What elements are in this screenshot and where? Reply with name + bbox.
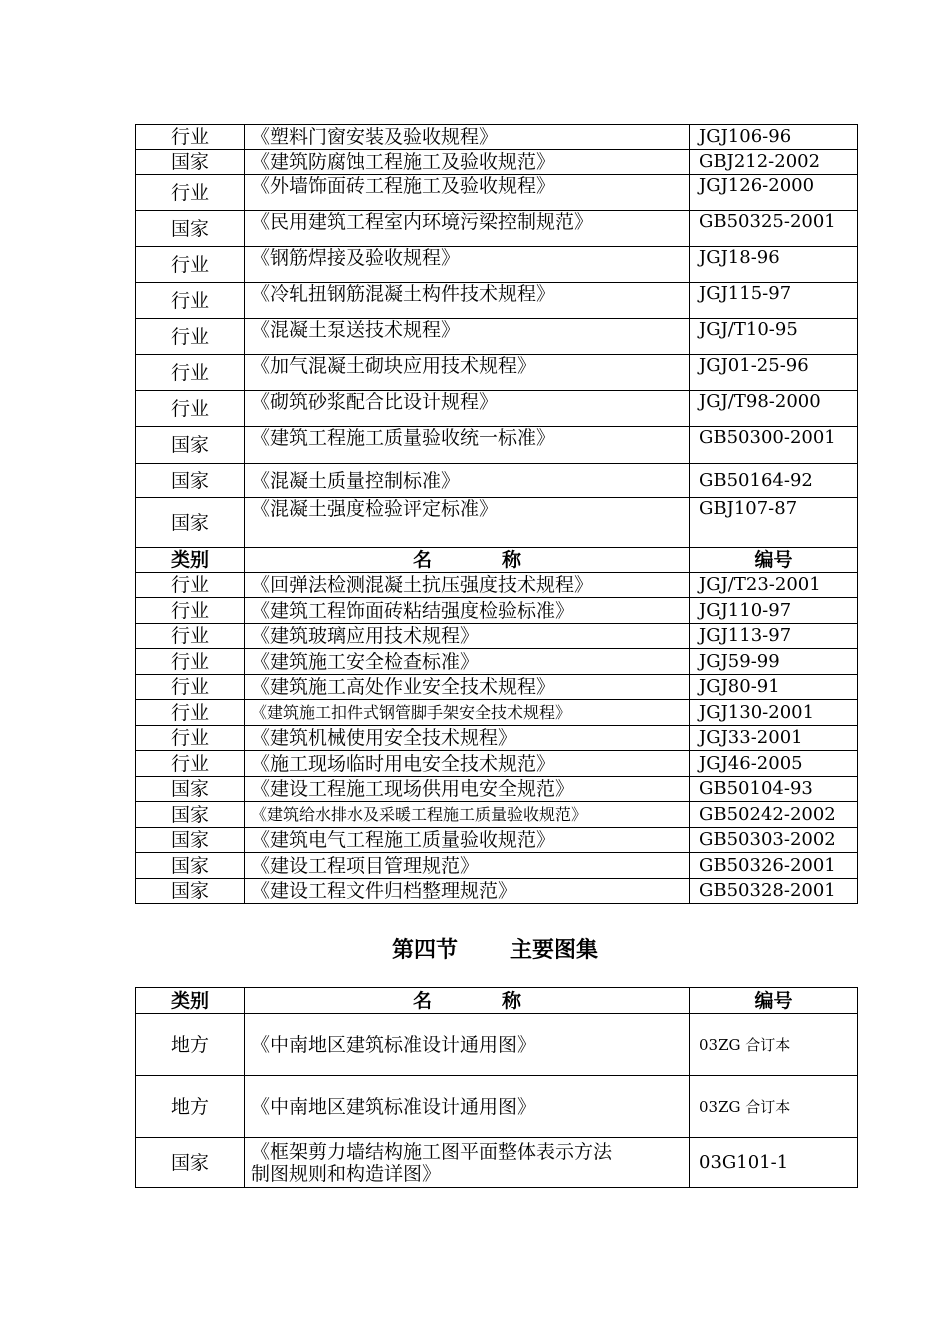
category-cell: 行业 xyxy=(136,598,245,624)
category-cell: 国家 xyxy=(136,879,245,904)
category-cell: 国家 xyxy=(136,1138,245,1188)
name-cell: 《冷轧扭钢筋混凝土构件技术规程》 xyxy=(245,283,690,319)
section-number: 第四节 xyxy=(391,938,458,963)
category-cell: 国家 xyxy=(136,777,245,802)
table-row xyxy=(136,150,858,175)
header-name: 名 称 xyxy=(245,548,690,573)
category-cell: 地方 xyxy=(136,1014,245,1076)
category-cell: 国家 xyxy=(136,828,245,853)
code-cell: JGJ59-99 xyxy=(690,649,858,675)
code-cell: GB50328-2001 xyxy=(690,879,858,904)
name-cell: 《中南地区建筑标准设计通用图》 xyxy=(245,1014,690,1076)
name-cell: 《建筑玻璃应用技术规程》 xyxy=(245,624,690,649)
table-row xyxy=(136,624,858,649)
code-cell: JGJ115-97 xyxy=(690,283,858,319)
table-row xyxy=(136,319,858,355)
code-cell: JGJ80-91 xyxy=(690,675,858,700)
category-cell: 国家 xyxy=(136,498,245,548)
code-cell: GB50326-2001 xyxy=(690,853,858,879)
category-cell: 国家 xyxy=(136,853,245,879)
table-row xyxy=(136,1014,858,1076)
table-row xyxy=(136,751,858,777)
category-cell: 国家 xyxy=(136,464,245,498)
table-row xyxy=(136,247,858,283)
code-cell: JGJ/T98-2000 xyxy=(690,391,858,427)
code-cell: 03ZG 合订本 xyxy=(690,1076,858,1138)
category-cell: 行业 xyxy=(136,283,245,319)
code-cell: GB50242-2002 xyxy=(690,802,858,828)
code-cell: GB50164-92 xyxy=(690,464,858,498)
category-cell: 行业 xyxy=(136,675,245,700)
name-cell: 《混凝土泵送技术规程》 xyxy=(245,319,690,355)
name-cell: 《建筑工程饰面砖粘结强度检验标准》 xyxy=(245,598,690,624)
name-cell: 《建筑防腐蚀工程施工及验收规范》 xyxy=(245,150,690,175)
name-cell: 《混凝土强度检验评定标准》 xyxy=(245,498,690,548)
code-cell: JGJ01-25-96 xyxy=(690,355,858,391)
name-cell: 《混凝土质量控制标准》 xyxy=(245,464,690,498)
table-row xyxy=(136,700,858,726)
code-cell: JGJ46-2005 xyxy=(690,751,858,777)
category-cell: 地方 xyxy=(136,1076,245,1138)
table-row xyxy=(136,283,858,319)
code-cell: GBJ212-2002 xyxy=(690,150,858,175)
code-cell: JGJ33-2001 xyxy=(690,726,858,751)
category-cell: 行业 xyxy=(136,700,245,726)
table-row xyxy=(136,802,858,828)
header-code: 编号 xyxy=(690,988,858,1014)
code-cell: 03G101-1 xyxy=(690,1138,858,1188)
table-row xyxy=(136,598,858,624)
table-row xyxy=(136,573,858,598)
code-cell: GBJ107-87 xyxy=(690,498,858,548)
category-cell: 国家 xyxy=(136,211,245,247)
table-row xyxy=(136,675,858,700)
name-line-1: 《框架剪力墙结构施工图平面整体表示方法 xyxy=(251,1140,613,1163)
name-cell: 《中南地区建筑标准设计通用图》 xyxy=(245,1076,690,1138)
category-cell: 行业 xyxy=(136,751,245,777)
standards-table xyxy=(135,124,858,904)
header-code: 编号 xyxy=(690,548,858,573)
category-cell: 行业 xyxy=(136,247,245,283)
category-cell: 行业 xyxy=(136,125,245,150)
name-cell: 《建筑机械使用安全技术规程》 xyxy=(245,726,690,751)
category-cell: 行业 xyxy=(136,355,245,391)
code-cell: JGJ110-97 xyxy=(690,598,858,624)
name-cell: 《回弹法检测混凝土抗压强度技术规程》 xyxy=(245,573,690,598)
table-row xyxy=(136,125,858,150)
table-row xyxy=(136,828,858,853)
table-row xyxy=(136,853,858,879)
name-cell: 《建设工程文件归档整理规范》 xyxy=(245,879,690,904)
code-cell: JGJ/T23-2001 xyxy=(690,573,858,598)
category-cell: 国家 xyxy=(136,802,245,828)
table-row xyxy=(136,726,858,751)
name-line-2: 制图规则和构造详图》 xyxy=(251,1162,442,1185)
table-row xyxy=(136,879,858,904)
category-cell: 行业 xyxy=(136,391,245,427)
table-row xyxy=(136,355,858,391)
category-cell: 国家 xyxy=(136,150,245,175)
name-cell: 《施工现场临时用电安全技术规范》 xyxy=(245,751,690,777)
name-cell: 《加气混凝土砌块应用技术规程》 xyxy=(245,355,690,391)
section-title: 主要图集 xyxy=(510,938,599,963)
code-cell: JGJ106-96 xyxy=(690,125,858,150)
name-cell: 《建筑给水排水及采暖工程施工质量验收规范》 xyxy=(245,802,690,828)
code-cell: GB50104-93 xyxy=(690,777,858,802)
header-name: 名 称 xyxy=(245,988,690,1014)
name-cell: 《民用建筑工程室内环境污梁控制规范》 xyxy=(245,211,690,247)
code-cell: 03ZG 合订本 xyxy=(690,1014,858,1076)
category-cell: 行业 xyxy=(136,624,245,649)
header-category: 类别 xyxy=(136,988,245,1014)
name-cell: 《钢筋焊接及验收规程》 xyxy=(245,247,690,283)
table-row xyxy=(136,211,858,247)
code-cell: JGJ113-97 xyxy=(690,624,858,649)
category-cell: 行业 xyxy=(136,175,245,211)
name-cell: 《砌筑砂浆配合比设计规程》 xyxy=(245,391,690,427)
table-row xyxy=(136,391,858,427)
category-cell: 行业 xyxy=(136,649,245,675)
category-cell: 国家 xyxy=(136,427,245,464)
code-cell: GB50303-2002 xyxy=(690,828,858,853)
name-cell: 《建筑工程施工质量验收统一标准》 xyxy=(245,427,690,464)
table-row xyxy=(136,1076,858,1138)
table-row xyxy=(136,777,858,802)
table-row xyxy=(136,1138,858,1188)
name-cell: 《外墙饰面砖工程施工及验收规程》 xyxy=(245,175,690,211)
name-cell: 《建筑施工高处作业安全技术规程》 xyxy=(245,675,690,700)
name-cell xyxy=(245,1138,690,1188)
name-cell: 《建筑施工安全检查标准》 xyxy=(245,649,690,675)
table-row xyxy=(136,464,858,498)
table-row xyxy=(136,498,858,548)
category-cell: 行业 xyxy=(136,726,245,751)
code-cell: JGJ130-2001 xyxy=(690,700,858,726)
code-cell: GB50300-2001 xyxy=(690,427,858,464)
atlas-table xyxy=(135,987,858,1188)
name-cell: 《塑料门窗安装及验收规程》 xyxy=(245,125,690,150)
code-cell: JGJ/T10-95 xyxy=(690,319,858,355)
table-row xyxy=(136,427,858,464)
header-category: 类别 xyxy=(136,548,245,573)
code-cell: JGJ18-96 xyxy=(690,247,858,283)
name-cell: 《建设工程施工现场供用电安全规范》 xyxy=(245,777,690,802)
category-cell: 行业 xyxy=(136,319,245,355)
table-header-row xyxy=(136,988,858,1014)
category-cell: 行业 xyxy=(136,573,245,598)
table-header-row xyxy=(136,548,858,573)
name-cell: 《建筑电气工程施工质量验收规范》 xyxy=(245,828,690,853)
section-heading xyxy=(0,933,950,964)
table-row xyxy=(136,649,858,675)
table-row xyxy=(136,175,858,211)
code-cell: GB50325-2001 xyxy=(690,211,858,247)
code-cell: JGJ126-2000 xyxy=(690,175,858,211)
name-cell: 《建筑施工扣件式钢管脚手架安全技术规程》 xyxy=(245,700,690,726)
name-cell: 《建设工程项目管理规范》 xyxy=(245,853,690,879)
